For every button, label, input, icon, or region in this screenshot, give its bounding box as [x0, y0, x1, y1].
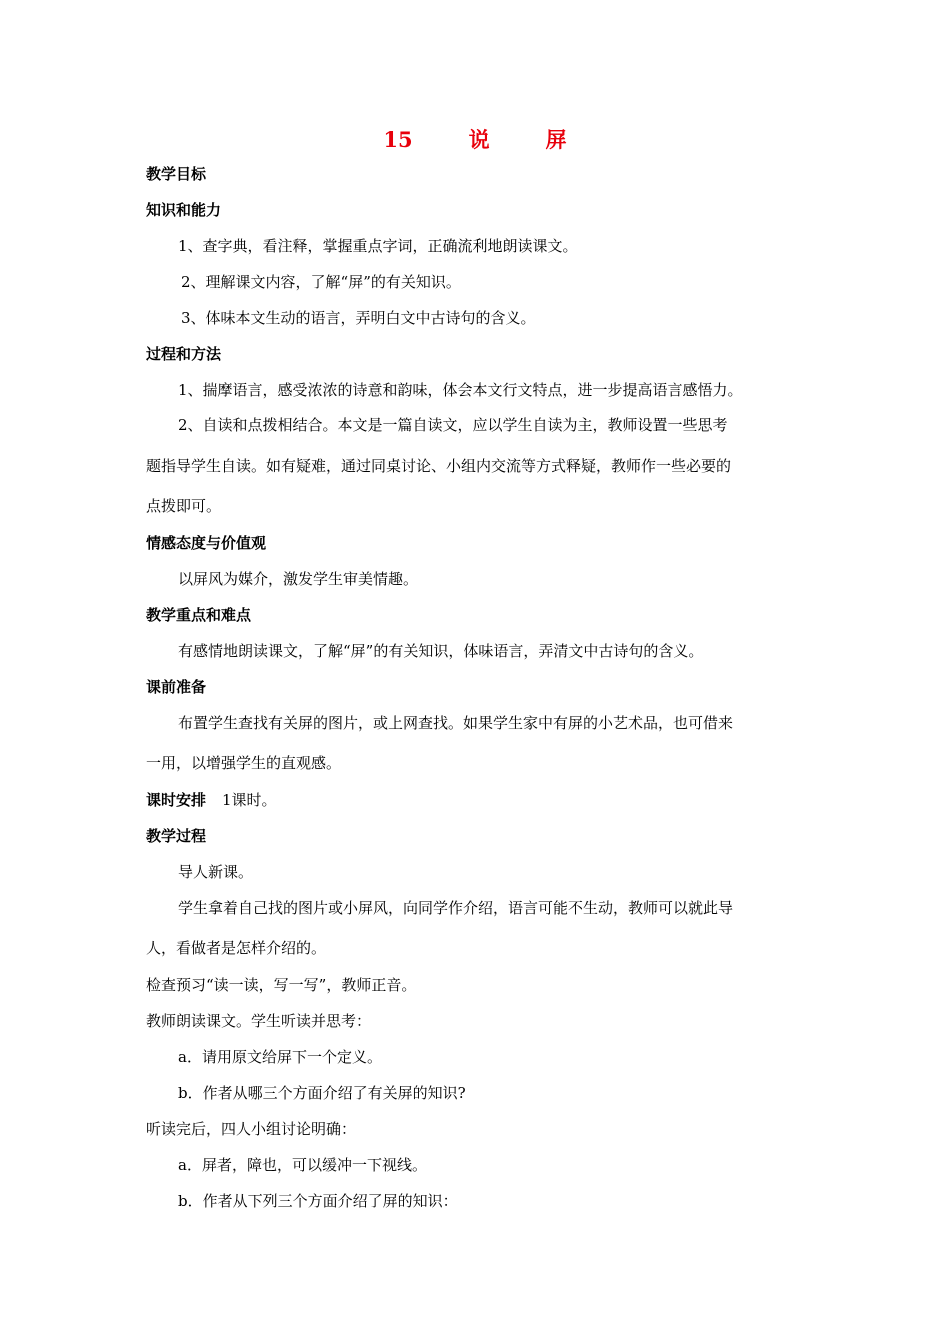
schedule-value: 1课时。: [222, 791, 277, 809]
question-b: b．作者从哪三个方面介绍了有关屏的知识?: [178, 1084, 466, 1102]
knowledge-item-1: 1、查字典，看注释，掌握重点字词，正确流利地朗读课文。: [178, 237, 578, 255]
heading-teaching-goals: 教学目标: [146, 165, 207, 183]
answer-b: b．作者从下列三个方面介绍了屏的知识：: [178, 1192, 458, 1210]
process-item-1: 1、揣摩语言，感受浓浓的诗意和韵味，体会本文行文特点，进一步提高语言感悟力。: [178, 381, 743, 399]
preparation-line-1: 布置学生查找有关屏的图片，或上网查找。如果学生家中有屏的小艺术品，也可借来: [178, 714, 734, 732]
teacher-reading: 教师朗读课文。学生听读并思考：: [146, 1012, 372, 1030]
key-points-text: 有感情地朗读课文，了解“屏”的有关知识，体味语言，弄清文中古诗句的含义。: [178, 642, 704, 660]
process-item-2-line-2: 题指导学生自读。如有疑难，通过同桌讨论、小组内交流等方式释疑，教师作一些必要的: [146, 457, 732, 475]
preparation-line-2: 一用，以增强学生的直观感。: [146, 754, 342, 772]
heading-key-points: 教学重点和难点: [146, 606, 252, 624]
emotion-item-1: 以屏风为媒介，激发学生审美情趣。: [178, 570, 419, 588]
heading-emotion-values: 情感态度与价值观: [146, 534, 267, 552]
intro-line-1: 学生拿着自己找的图片或小屏风，向同学作介绍，语言可能不生动，教师可以就此导: [178, 899, 734, 917]
intro-line-2: 人，看做者是怎样介绍的。: [146, 939, 327, 957]
question-a: a．请用原文给屏下一个定义。: [178, 1048, 382, 1066]
intro-new-lesson: 导人新课。: [178, 863, 254, 881]
process-item-2-line-3: 点拨即可。: [146, 497, 222, 515]
heading-knowledge-ability: 知识和能力: [146, 201, 222, 219]
heading-process-method: 过程和方法: [146, 345, 222, 363]
title-char-2: 屏: [545, 127, 567, 152]
schedule-line: [146, 790, 806, 810]
lesson-number: 15: [383, 127, 413, 152]
check-preview: 检查预习“读一读，写一写”，教师正音。: [146, 976, 417, 994]
process-item-2-line-1: 2、自读和点拨相结合。本文是一篇自读文，应以学生自读为主，教师设置一些思考: [178, 416, 728, 434]
lesson-title: [0, 124, 950, 154]
answer-a: a．屏者，障也，可以缓冲一下视线。: [178, 1156, 427, 1174]
heading-procedure: 教学过程: [146, 827, 207, 845]
heading-schedule: 课时安排: [146, 791, 207, 809]
title-char-1: 说: [468, 127, 490, 152]
heading-preparation: 课前准备: [146, 678, 207, 696]
after-listening: 听读完后，四人小组讨论明确：: [146, 1120, 357, 1138]
knowledge-item-2: 2、理解课文内容，了解“屏”的有关知识。: [181, 273, 461, 291]
knowledge-item-3: 3、体味本文生动的语言，弄明白文中古诗句的含义。: [181, 309, 536, 327]
